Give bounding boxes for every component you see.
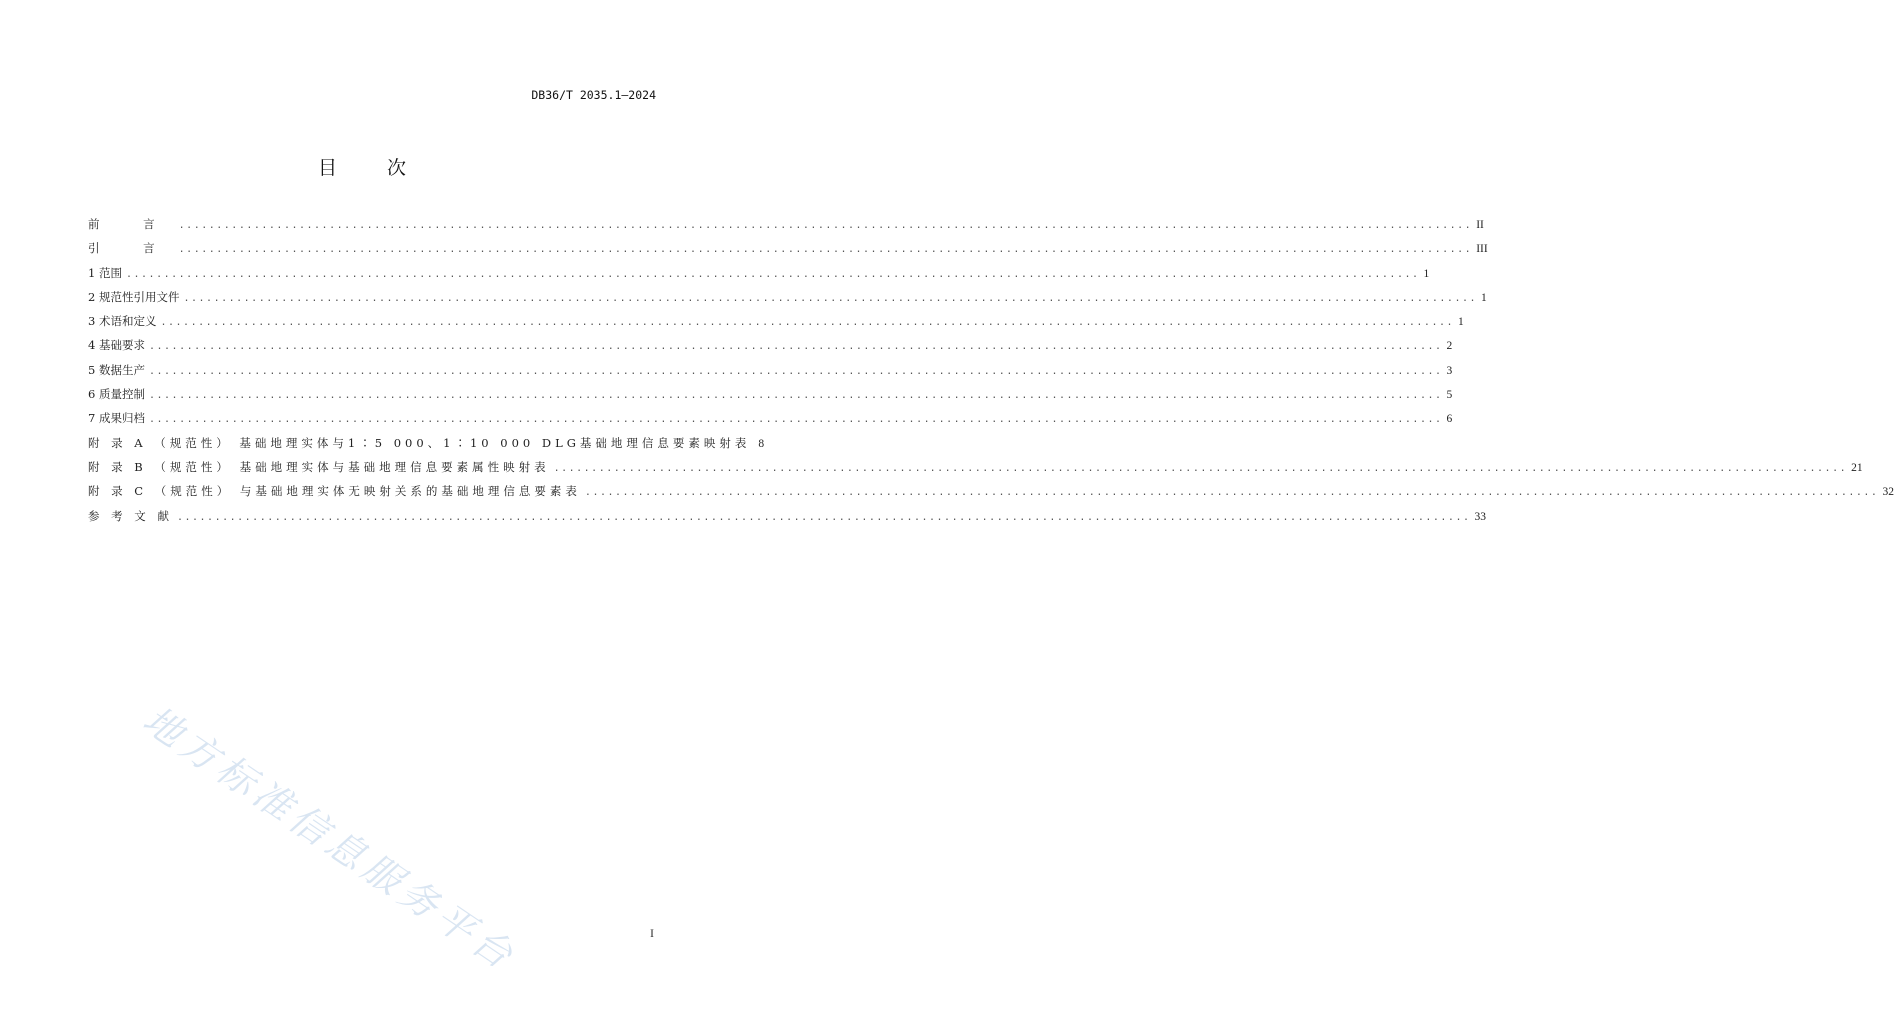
- toc-entry-appendix-c[interactable]: [88, 483, 1894, 507]
- toc-entry-label: 附 录 B （规范性） 基础地理实体与基础地理信息要素属性映射表: [88, 459, 550, 474]
- toc-entry-label: 6 质量控制: [88, 387, 145, 402]
- toc-entry-label: 参 考 文 献: [88, 508, 173, 523]
- toc-entry-label: 引 言: [88, 241, 175, 256]
- toc-leader-dots: [149, 366, 1443, 377]
- toc-entry-introduction[interactable]: [88, 240, 1488, 264]
- toc-entry-page: 1: [1423, 267, 1430, 280]
- toc-entry-appendix-b[interactable]: [88, 459, 1863, 483]
- toc-entry-label: 2 规范性引用文件: [88, 289, 180, 304]
- toc-leader-dots: [585, 487, 1879, 498]
- toc-entry-bibliography[interactable]: [88, 508, 1486, 532]
- toc-leader-dots: [179, 244, 1473, 255]
- toc-entry-page: 33: [1474, 510, 1486, 523]
- toc-entry-scope[interactable]: [88, 265, 1430, 289]
- toc-entry-page: 32: [1882, 486, 1894, 499]
- page-title: 目 次: [317, 157, 429, 179]
- toc-leader-dots: [160, 317, 1454, 328]
- toc-entry-quality-control[interactable]: [88, 386, 1453, 410]
- toc-entry-label: 前 言: [88, 217, 175, 231]
- toc-leader-dots: [149, 414, 1443, 425]
- toc-entry-page: 1: [1458, 316, 1464, 329]
- toc-entry-data-production[interactable]: [88, 362, 1453, 386]
- toc-entry-page: 21: [1851, 461, 1863, 474]
- toc-leader-dots: [126, 269, 1420, 280]
- toc-entry-page: III: [1476, 243, 1488, 256]
- toc-leader-dots: [149, 341, 1443, 352]
- toc-entry-page: 6: [1446, 413, 1453, 426]
- toc-entry-label: 7 成果归档: [88, 411, 145, 426]
- toc-entry-page: 3: [1446, 364, 1453, 377]
- toc-entry-archiving[interactable]: [88, 410, 1453, 434]
- toc-entry-foreword[interactable]: [88, 216, 1484, 240]
- toc-leader-dots: [179, 220, 1473, 231]
- document-code: DB36/T 2035.1—2024: [531, 88, 656, 102]
- toc-entry-page: II: [1476, 219, 1484, 231]
- watermark: 地方标准信息服务平台: [135, 697, 525, 980]
- toc-entry-label: 3 术语和定义: [88, 314, 157, 329]
- table-of-contents: [88, 216, 1894, 532]
- toc-entry-page: 1: [1481, 291, 1487, 304]
- toc-leader-dots: [183, 293, 1477, 304]
- toc-leader-dots: [149, 390, 1443, 401]
- toc-entry-label: 附 录 A （规范性） 基础地理实体与1∶5 000、1∶10 000 DLG基础地理信息要素映射表: [88, 435, 751, 450]
- toc-entry-label: 附 录 C （规范性） 与基础地理实体无映射关系的基础地理信息要素表: [88, 484, 581, 499]
- page-number: I: [650, 926, 654, 940]
- toc-entry-normative-references[interactable]: [88, 289, 1487, 313]
- toc-entry-label: 4 基础要求: [88, 338, 145, 353]
- toc-entry-page: 5: [1446, 389, 1453, 402]
- toc-entry-appendix-a[interactable]: [88, 435, 765, 459]
- toc-entry-label: 5 数据生产: [88, 362, 145, 377]
- toc-entry-page: 2: [1446, 340, 1453, 353]
- toc-entry-terms-definitions[interactable]: [88, 313, 1464, 337]
- toc-leader-dots: [554, 463, 1848, 474]
- toc-entry-basic-requirements[interactable]: [88, 337, 1453, 361]
- toc-entry-page: 8: [758, 437, 765, 450]
- toc-leader-dots: [177, 512, 1471, 523]
- toc-entry-label: 1 范围: [88, 265, 122, 280]
